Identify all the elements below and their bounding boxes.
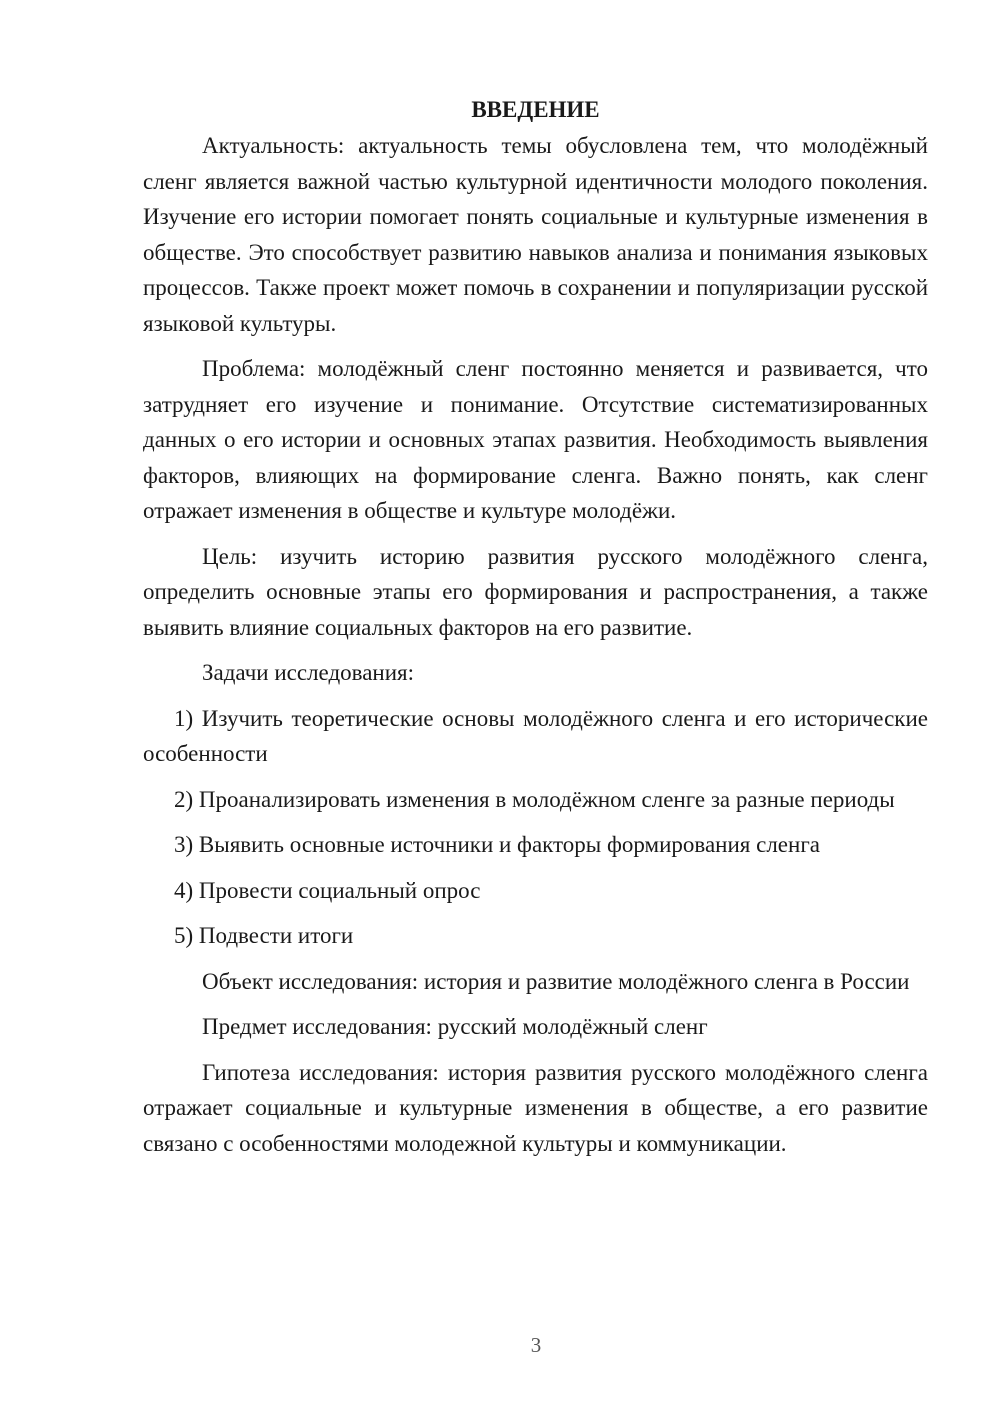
research-subject-paragraph: Предмет исследования: русский молодёжный сленг [202, 1014, 708, 1039]
tasks-heading: Задачи исследования: [202, 660, 415, 685]
page-content [143, 92, 928, 1171]
task-item-4: 4) Провести социальный опрос [174, 877, 481, 903]
task-item-5: 5) Подвести итоги [174, 923, 354, 948]
section-title: ВВЕДЕНИЕ [471, 97, 600, 122]
task-item-3: 3) Выявить основные источники и факторы формирования сленга [174, 832, 820, 857]
problem-paragraph: Проблема: молодёжный сленг постоянно меняется и развивается, что затрудняет его изучение и понимание. Отсутствие систематизированных данных о его истории и основных этапах развития. Необходимость выявления факторов, влияющих на формирование сленга. Важно понять, как сленг отражает изменения в обществе и культуре молодёжи. [143, 356, 928, 523]
research-object-paragraph: Объект исследования: история и развитие молодёжного сленга в России [202, 968, 910, 994]
hypothesis-paragraph: Гипотеза исследования: история развития русского молодёжного сленга отражает социальные и культурные изменения в обществе, а его развитие связано с особенностями молодежной культуры и коммуникации. [143, 1059, 928, 1156]
task-item-2: 2) Проанализировать изменения в молодёжном сленге за разные периоды [174, 786, 895, 812]
relevance-paragraph: Актуальность: актуальность темы обусловлена тем, что молодёжный сленг является важной частью культурной идентичности молодого поколения. Изучение его истории помогает понять социальные и культурные изменения в обществе. Это способствует развитию навыков анализа и понимания языковых процессов. Также проект может помочь в сохранении и популяризации русской языковой культуры. [143, 133, 928, 336]
goal-paragraph: Цель: изучить историю развития русского молодёжного сленга, определить основные этапы его формирования и распространения, а также выявить влияние социальных факторов на его развитие. [143, 543, 928, 640]
task-item-1: 1) Изучить теоретические основы молодёжного сленга и его исторические особенности [143, 705, 928, 766]
page-number: 3 [530, 1333, 542, 1357]
